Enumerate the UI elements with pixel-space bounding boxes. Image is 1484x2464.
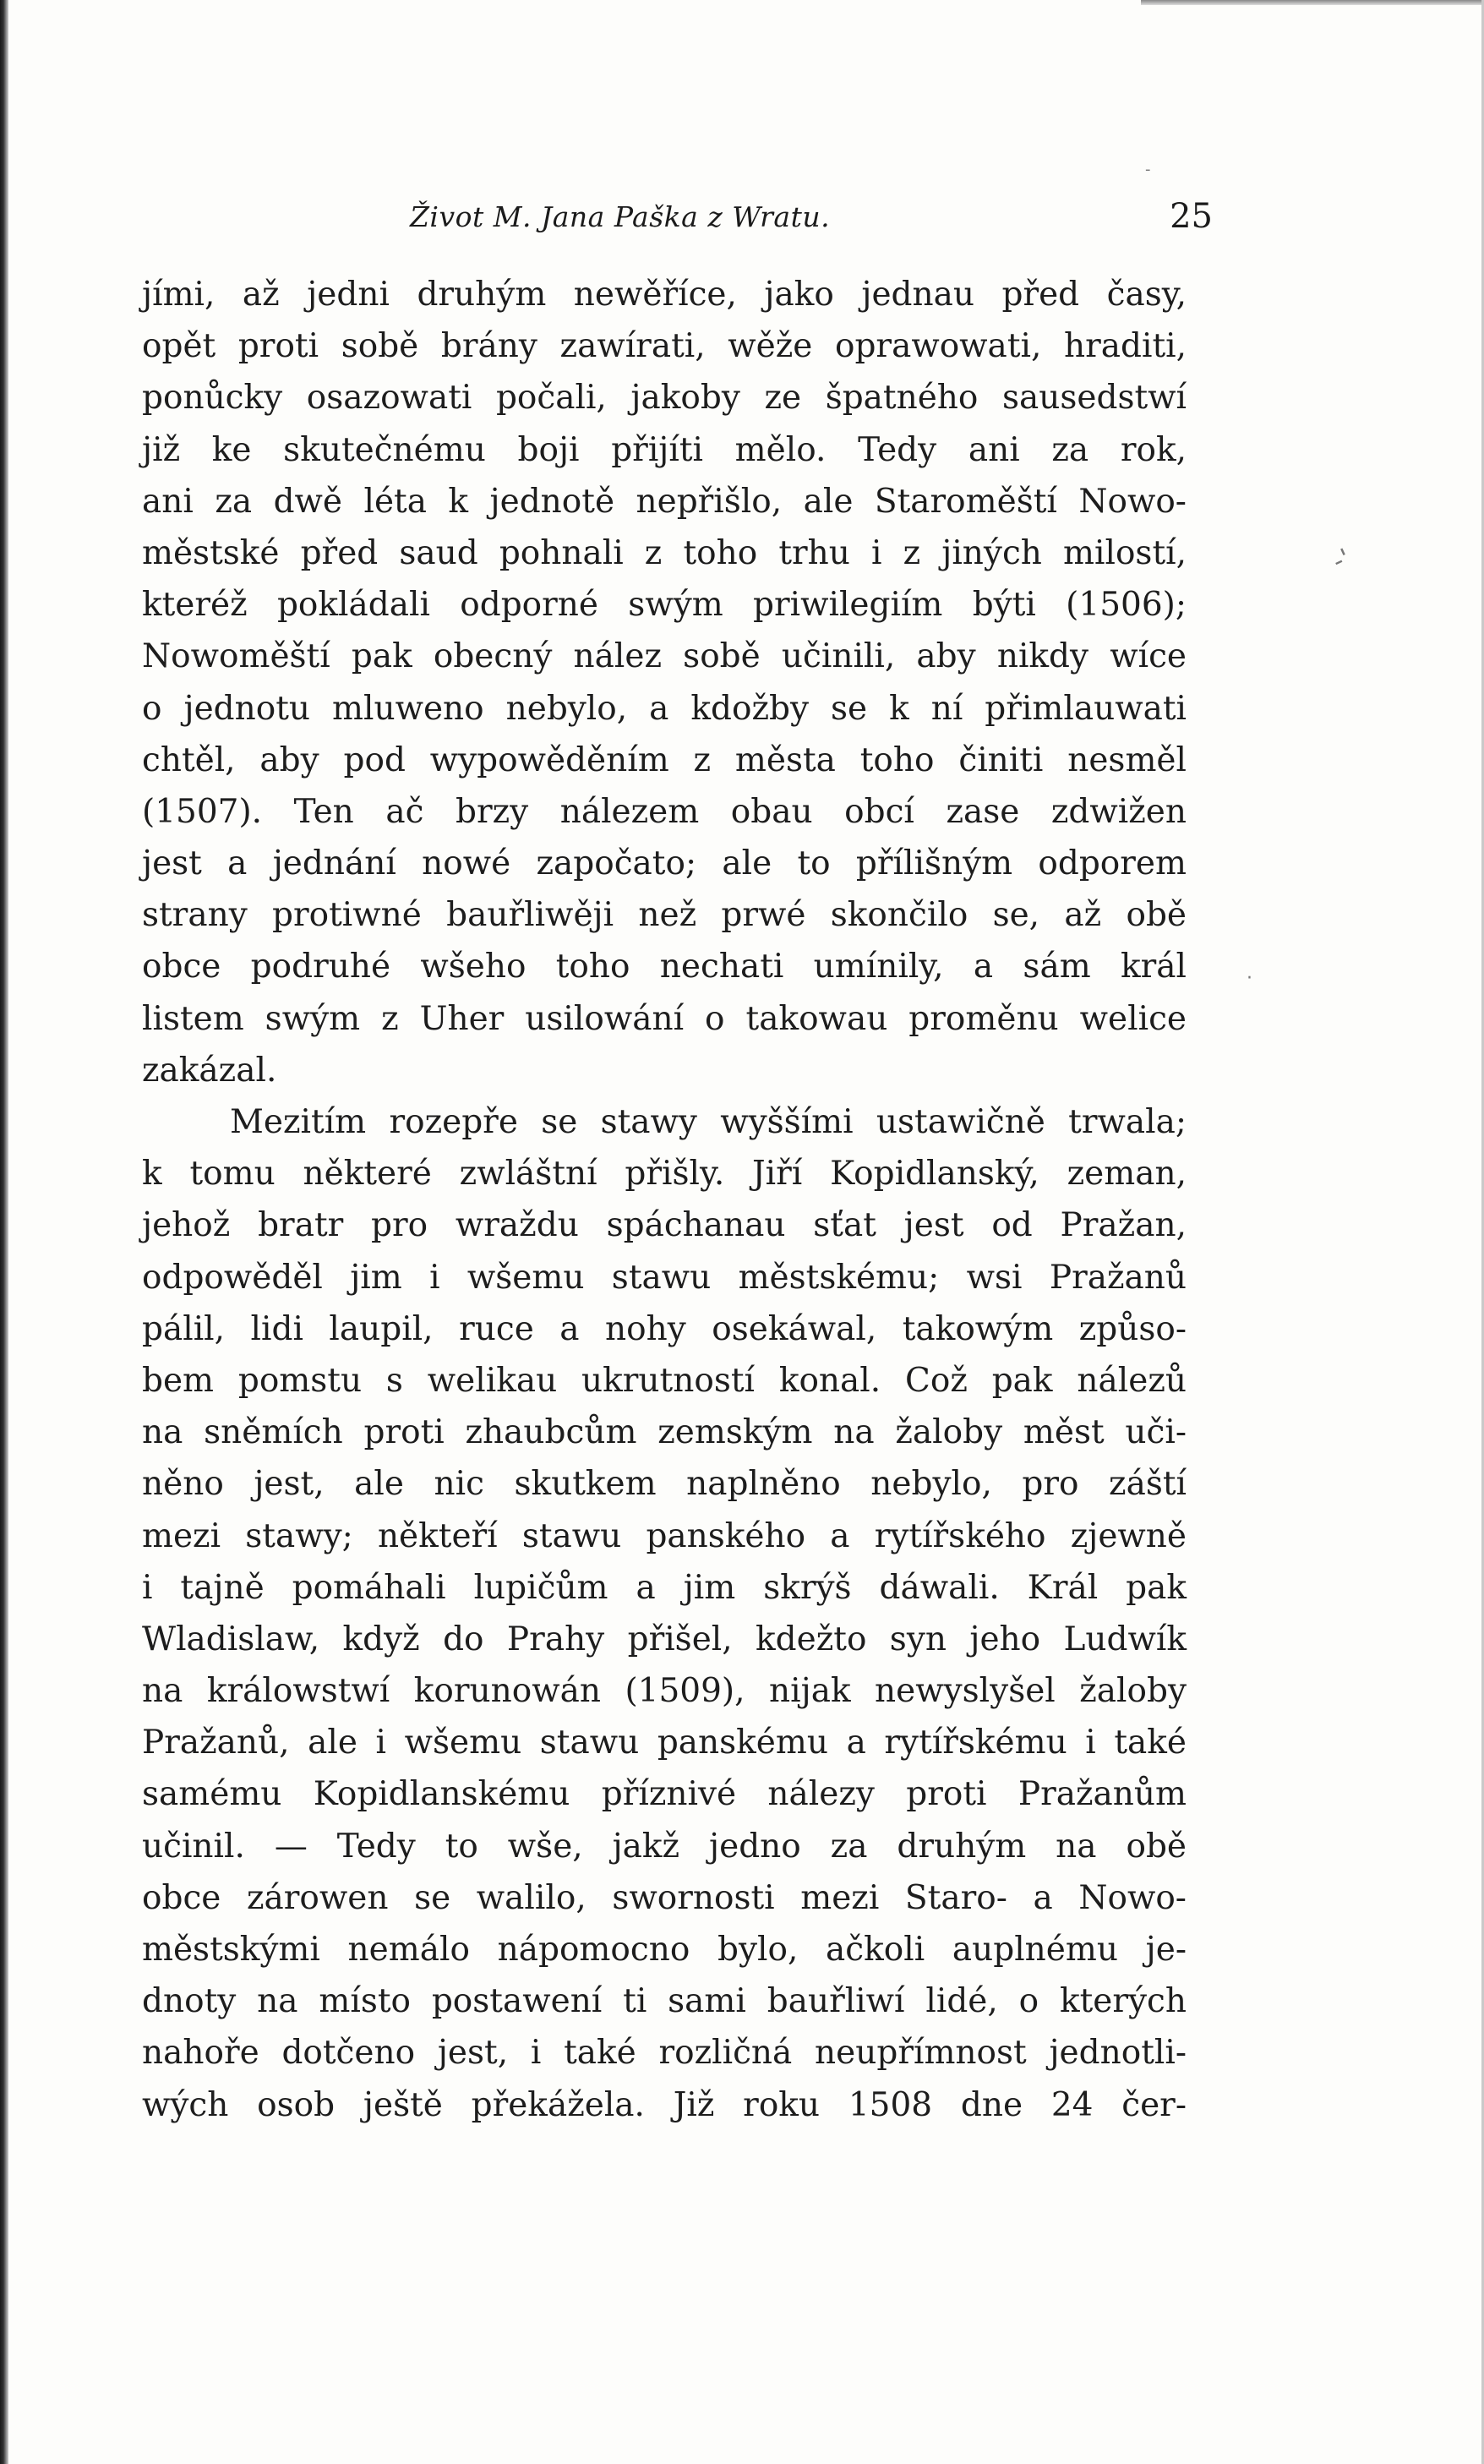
text-line: Wladislaw, když do Prahy přišel, kdežto syn jeho Ludwík xyxy=(142,1620,1187,1658)
text-line: jehož bratr pro wraždu spáchanau sťat jest od Pražan, xyxy=(142,1206,1187,1245)
scan-top-edge xyxy=(1141,0,1484,5)
paragraph-end-line: zakázal. xyxy=(142,1051,277,1090)
text-line: městskými nemálo nápomocno bylo, ačkoli auplnému je- xyxy=(142,1931,1187,1969)
running-title: Život M. Jana Paška z Wratu. xyxy=(410,200,831,233)
text-line: (1507). Ten ač brzy nálezem obau obcí zase zdwižen xyxy=(142,792,1187,831)
text-line: listem swým z Uher usilowání o takowau proměnu welice xyxy=(142,999,1187,1038)
text-line: obce podruhé wšeho toho nechati umínily, a sám král xyxy=(142,948,1187,986)
text-line: nahoře dotčeno jest, i také rozličná neupřímnost jednotli- xyxy=(142,2034,1187,2073)
text-line: opět proti sobě brány zawírati, wěže oprawowati, hraditi, xyxy=(142,327,1187,366)
text-line: něno jest, ale nic skutkem naplněno nebylo, pro záští xyxy=(142,1465,1187,1504)
text-line: již ke skutečnému boji přijíti mělo. Tedy ani za rok, xyxy=(142,430,1187,469)
text-line: obce zárowen se walilo, swornosti mezi Staro- a Nowo- xyxy=(142,1878,1187,1917)
text-line: chtěl, aby pod wypowěděním z města toho činiti nesměl xyxy=(142,740,1187,779)
text-line: jími, až jedni druhým newěříce, jako jednau před časy, xyxy=(142,276,1187,314)
margin-mark: -' xyxy=(1328,543,1356,577)
margin-mark: · xyxy=(1247,968,1252,989)
text-line: dnoty na místo postawení ti sami bauřliwí lidé, o kterých xyxy=(142,1982,1187,2021)
text-line: městské před saud pohnali z toho trhu i z jiných milostí, xyxy=(142,533,1187,572)
text-line: učinil. — Tedy to wše, jakž jedno za druhým na obě xyxy=(142,1827,1187,1866)
text-line: pálil, lidi laupil, ruce a nohy osekáwal, takowým způso- xyxy=(142,1309,1187,1348)
paragraph-first-line: Mezitím rozepře se stawy wyššími ustawičně trwala; xyxy=(230,1103,1187,1141)
text-line: kteréž pokládali odporné swým priwilegiím býti (1506); xyxy=(142,586,1187,625)
body-text xyxy=(142,269,1187,2131)
text-line: jest a jednání nowé započato; ale to přílišným odporem xyxy=(142,844,1187,883)
text-line: mezi stawy; někteří stawu panského a rytířského zjewně xyxy=(142,1516,1187,1555)
text-line: wých osob ještě překážela. Již roku 1508 dne 24 čer- xyxy=(142,2085,1187,2124)
scan-binding-edge xyxy=(0,0,8,2464)
text-line: o jednotu mluweno nebylo, a kdožby se k ní přimlauwati xyxy=(142,689,1187,728)
margin-mark: - xyxy=(1145,161,1151,178)
text-line: na sněmích proti zhaubcům zemským na žaloby měst uči- xyxy=(142,1413,1187,1452)
text-line: ponůcky osazowati počali, jakoby ze špatného sausedstwí xyxy=(142,379,1187,418)
text-line: Nowoměští pak obecný nález sobě učinili, aby nikdy wíce xyxy=(142,637,1187,676)
text-line: Pražanů, ale i wšemu stawu panskému a rytířskému i také xyxy=(142,1724,1187,1762)
text-line: na králowstwí korunowán (1509), nijak newyslyšel žaloby xyxy=(142,1672,1187,1711)
page-number: 25 xyxy=(1170,197,1213,236)
text-line: ani za dwě léta k jednotě nepřišlo, ale Staroměští Nowo- xyxy=(142,482,1187,521)
text-line: k tomu některé zwláštní přišly. Jiří Kopidlanský, zeman, xyxy=(142,1155,1187,1194)
text-line: bem pomstu s welikau ukrutností konal. Což pak nálezů xyxy=(142,1361,1187,1400)
page-header xyxy=(139,190,1213,241)
text-line: samému Kopidlanskému příznivé nálezy proti Pražanům xyxy=(142,1775,1187,1814)
text-line: odpowěděl jim i wšemu stawu městskému; wsi Pražanů xyxy=(142,1258,1187,1297)
text-line: i tajně pomáhali lupičům a jim skrýš dáwali. Král pak xyxy=(142,1568,1187,1607)
text-line: strany protiwné bauřliwěji než prwé skončilo se, až obě xyxy=(142,896,1187,935)
